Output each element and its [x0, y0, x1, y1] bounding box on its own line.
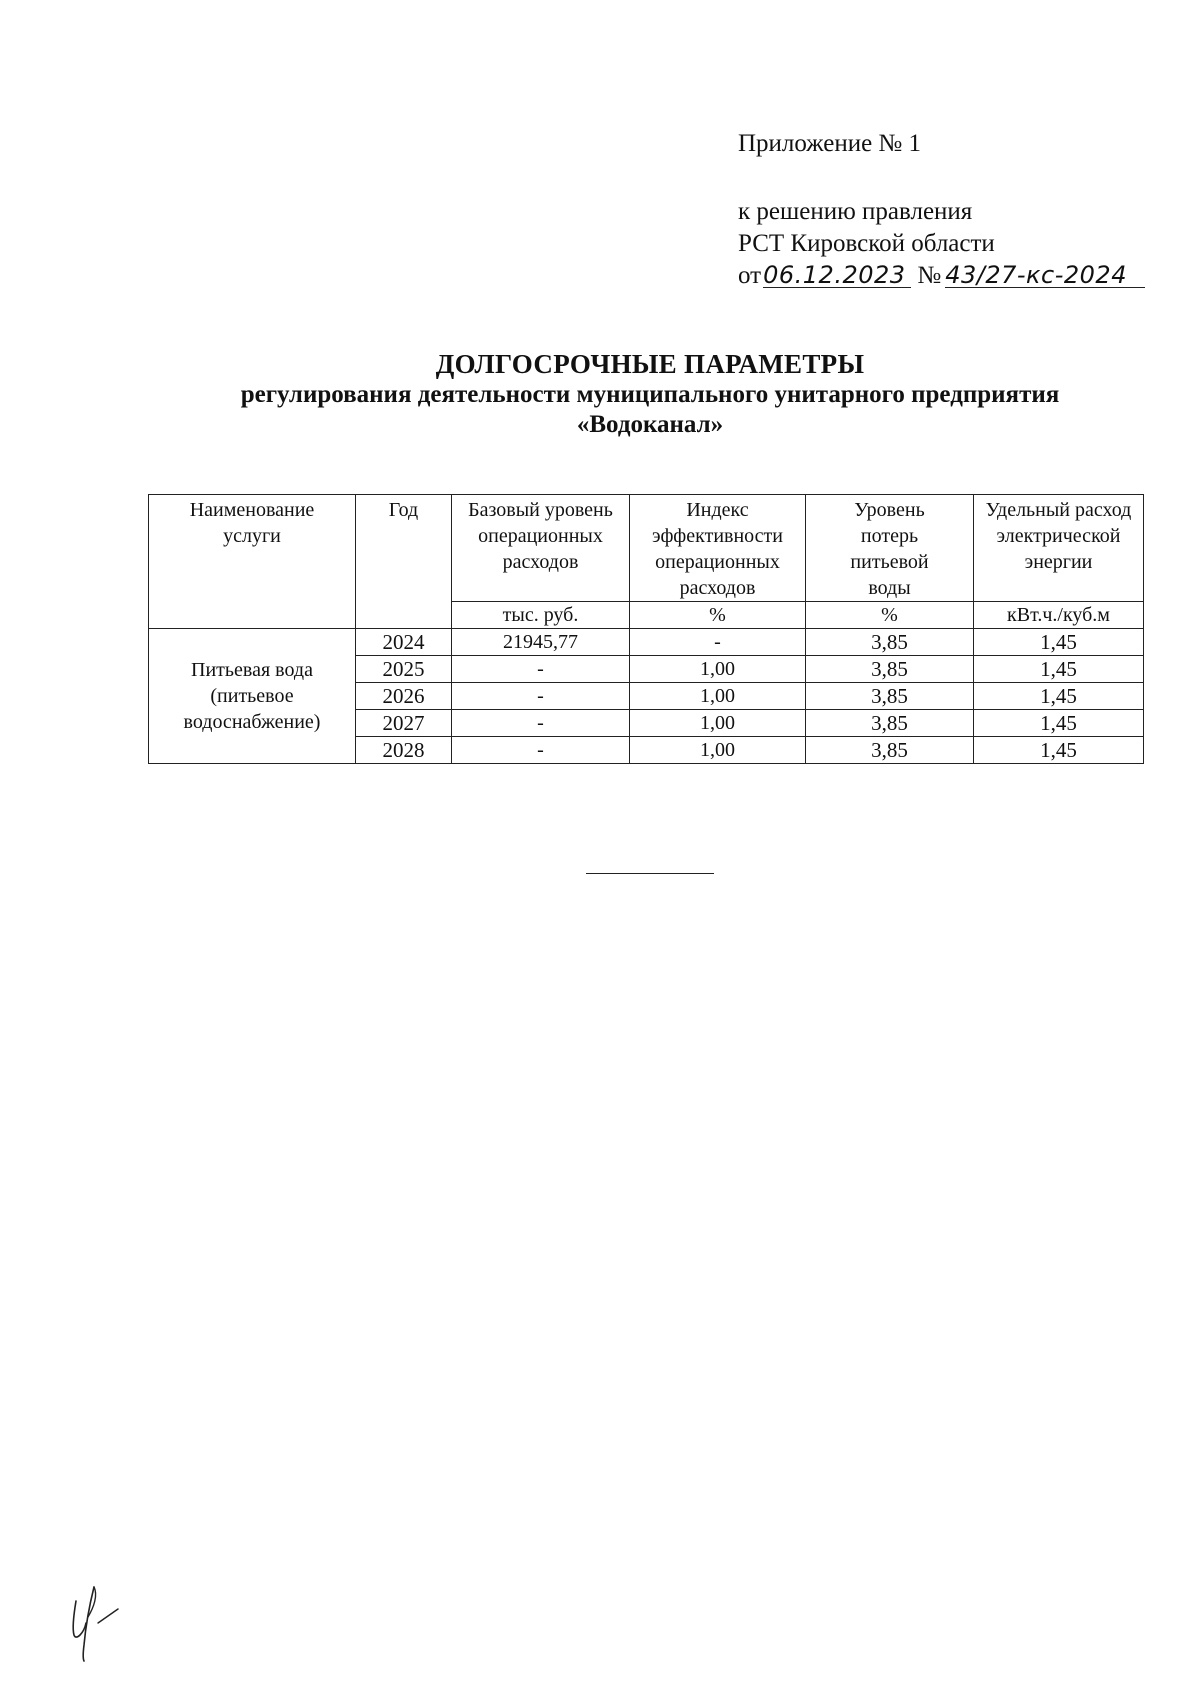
cell-year: 2027 — [356, 710, 452, 737]
handwritten-date: 06.12.2023 — [763, 263, 911, 288]
decision-line-1: к решению правления — [738, 198, 973, 225]
cell-energy-consumption: 1,45 — [974, 710, 1144, 737]
cell-water-losses: 3,85 — [806, 683, 974, 710]
cell-energy-consumption: 1,45 — [974, 629, 1144, 656]
decision-line-2: РСТ Кировской области — [738, 230, 995, 257]
cell-water-losses: 3,85 — [806, 710, 974, 737]
cell-year: 2028 — [356, 737, 452, 764]
table-row — [149, 629, 1144, 656]
cell-year: 2025 — [356, 656, 452, 683]
unit-efficiency-index: % — [630, 602, 806, 629]
cell-energy-consumption: 1,45 — [974, 683, 1144, 710]
unit-base-level: тыс. руб. — [452, 602, 630, 629]
cell-year: 2026 — [356, 683, 452, 710]
document-title — [0, 348, 1200, 440]
date-prefix: от — [738, 262, 762, 289]
appendix-label: Приложение № 1 — [738, 130, 922, 157]
header-water-losses: Уровень потерь питьевой воды — [806, 495, 974, 602]
service-name: Питьевая вода (питьевое водоснабжение) — [149, 629, 356, 764]
handwritten-number: 43/27-кс-2024 — [945, 263, 1145, 288]
header-energy-consumption: Удельный расход электрической энергии — [974, 495, 1144, 602]
cell-base-level: 21945,77 — [452, 629, 630, 656]
table-header-row — [149, 495, 1144, 602]
unit-water-losses: % — [806, 602, 974, 629]
cell-base-level: - — [452, 737, 630, 764]
title-main: ДОЛГОСРОЧНЫЕ ПАРАМЕТРЫ — [435, 349, 865, 379]
number-prefix: № — [917, 262, 942, 289]
parameters-table — [148, 494, 1144, 764]
title-line-2: регулирования деятельности муниципального унитарного предприятия — [240, 381, 1060, 408]
header-efficiency-index: Индекс эффективности операционных расходов — [630, 495, 806, 602]
end-separator-line — [586, 873, 714, 874]
cell-base-level: - — [452, 656, 630, 683]
cell-base-level: - — [452, 683, 630, 710]
cell-energy-consumption: 1,45 — [974, 656, 1144, 683]
cell-efficiency-index: 1,00 — [630, 683, 806, 710]
cell-base-level: - — [452, 710, 630, 737]
unit-energy-consumption: кВт.ч./куб.м — [974, 602, 1144, 629]
header-base-level: Базовый уровень операционных расходов — [452, 495, 630, 602]
title-line-3: «Водоканал» — [576, 411, 724, 438]
cell-efficiency-index: - — [630, 629, 806, 656]
decision-reference — [738, 196, 1145, 292]
header-year: Год — [356, 495, 452, 629]
cell-energy-consumption: 1,45 — [974, 737, 1144, 764]
cell-efficiency-index: 1,00 — [630, 710, 806, 737]
decision-date-line — [738, 260, 1145, 292]
cell-water-losses: 3,85 — [806, 737, 974, 764]
header-service: Наименование услуги — [149, 495, 356, 629]
cell-water-losses: 3,85 — [806, 629, 974, 656]
cell-year: 2024 — [356, 629, 452, 656]
cell-water-losses: 3,85 — [806, 656, 974, 683]
handwritten-signature — [64, 1583, 134, 1663]
cell-efficiency-index: 1,00 — [630, 737, 806, 764]
cell-efficiency-index: 1,00 — [630, 656, 806, 683]
